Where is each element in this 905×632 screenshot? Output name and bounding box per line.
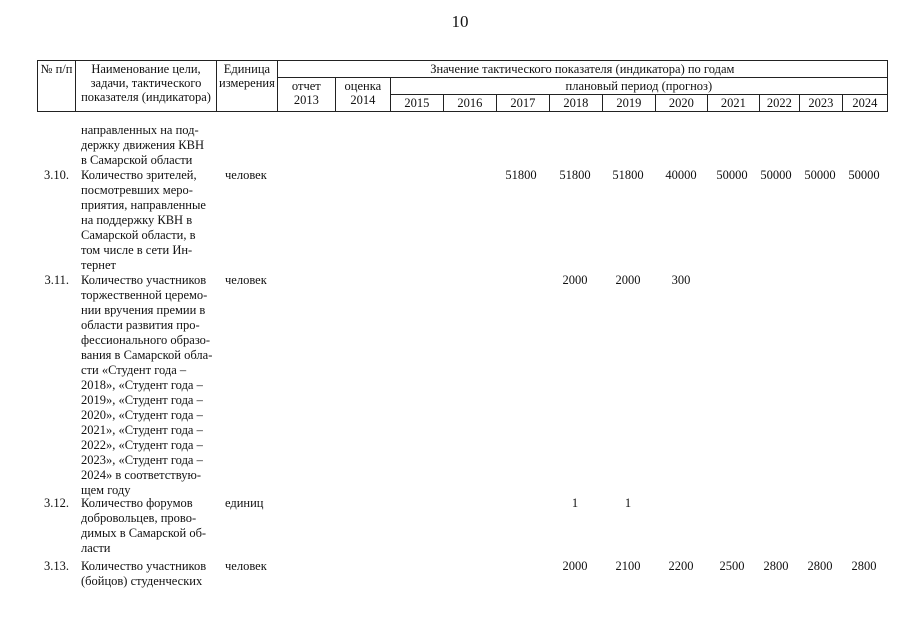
indicator-name-line: Количество форумов [81,496,193,510]
indicator-name-line: нии вручения премии в [81,303,206,317]
header-year: 2022 [759,95,799,112]
value-2022: 2800 [763,559,789,573]
row-number: 3.12. [44,496,69,510]
header-year: 2018 [549,95,602,112]
header-year: 2024 [842,95,887,112]
indicator-name [81,559,217,589]
row-number: 3.13. [44,559,69,573]
row-number: 3.10. [44,168,69,182]
header-plan: плановый период (прогноз) [390,78,887,95]
header-name: Наименование цели, задачи, тактического показателя (индикатора) [76,61,217,112]
header-year: 2015 [390,95,443,112]
indicator-name-line: добровольцев, прово- [81,511,197,525]
indicator-name-line: 2021», «Студент года – [81,423,203,437]
indicator-name-line: области развития про- [81,318,200,332]
header-year: 2020 [655,95,707,112]
header-year: 2023 [799,95,842,112]
unit: человек [225,168,267,182]
indicator-name-line: Количество зрителей, [81,168,197,182]
indicator-name-line: 2020», «Студент года – [81,408,203,422]
value-2019: 51800 [612,168,644,182]
indicator-name-line: держку движения КВН [81,138,204,152]
indicator-name-line: ласти [81,541,111,555]
indicator-name [81,123,217,168]
value-2024: 50000 [848,168,880,182]
value-2020: 300 [671,273,691,287]
page-number: 10 [451,12,469,31]
header-number: № п/п [38,61,76,112]
value-2018: 2000 [562,273,588,287]
header-year: 2021 [707,95,759,112]
indicator-name-line: 2018», «Студент года – [81,378,203,392]
value-2020: 40000 [665,168,697,182]
indicator-name [81,273,217,498]
indicator-name-line: 2019», «Студент года – [81,393,203,407]
indicator-name-line: димых в Самарской об- [81,526,207,540]
indicator-name-line: Самарской области, в [81,228,196,242]
indicator-name [81,168,217,273]
indicator-name-line: щем году [81,483,131,497]
indicator-name-line: сти «Студент года – [81,363,187,377]
indicator-name-line: фессионального образо- [81,333,211,347]
value-2017: 51800 [505,168,537,182]
indicator-name-line: в Самарской области [81,153,193,167]
indicator-name-line: Количество участников [81,273,207,287]
indicator-name-line: Количество участников [81,559,207,573]
value-2023: 50000 [804,168,836,182]
value-2021: 50000 [716,168,748,182]
value-2019: 2100 [615,559,641,573]
indicator-name-line: (бойцов) студенческих [81,574,203,588]
indicator-name [81,496,217,556]
value-2021: 2500 [719,559,745,573]
value-2020: 2200 [668,559,694,573]
row-number: 3.11. [44,273,69,287]
indicator-name-line: 2023», «Студент года – [81,453,203,467]
indicator-name-line: вания в Самарской обла- [81,348,213,362]
header-report: отчет 2013 [277,78,335,112]
indicator-name-line: приятия, направленные [81,198,206,212]
header-estimate: оценка 2014 [335,78,390,112]
indicator-name-line: 2024» в соответствую- [81,468,201,482]
unit: человек [225,273,267,287]
header-values: Значение тактического показателя (индикатора) по годам [277,61,887,78]
value-2019: 1 [624,496,632,510]
value-2024: 2800 [851,559,877,573]
value-2018: 51800 [559,168,591,182]
indicator-name-line: торжественной церемо- [81,288,208,302]
value-2018: 1 [571,496,579,510]
indicator-name-line: 2022», «Студент года – [81,438,203,452]
header-year: 2019 [602,95,655,112]
header-year: 2017 [496,95,549,112]
unit: единиц [225,496,264,510]
indicator-name-line: на поддержку КВН в [81,213,193,227]
indicator-name-line: посмотревших меро- [81,183,193,197]
table-header [37,60,888,112]
header-year: 2016 [443,95,496,112]
value-2019: 2000 [615,273,641,287]
indicator-name-line: тернет [81,258,116,272]
indicator-name-line: том числе в сети Ин- [81,243,193,257]
indicator-name-line: направленных на под- [81,123,199,137]
value-2018: 2000 [562,559,588,573]
unit: человек [225,559,267,573]
value-2022: 50000 [760,168,792,182]
header-unit: Единица измерения [217,61,278,112]
value-2023: 2800 [807,559,833,573]
